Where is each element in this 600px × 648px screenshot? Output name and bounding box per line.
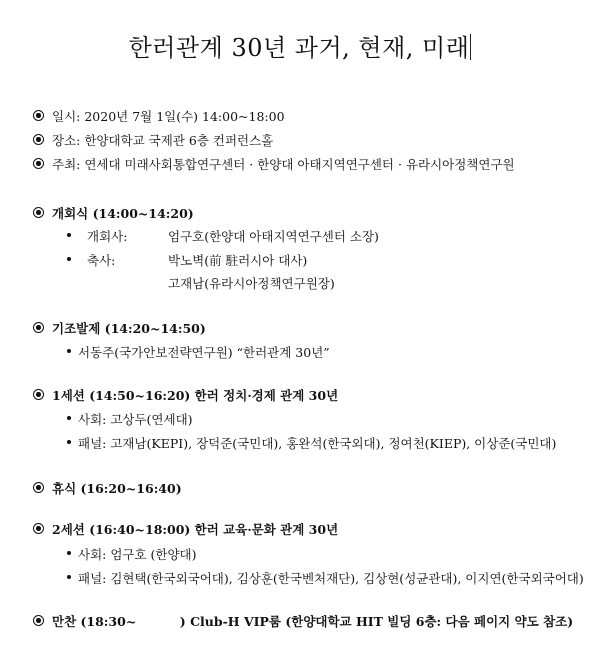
- session2-header: 2세션 (16:40~18:00) 한러 교육·문화 관계 30년: [52, 522, 339, 537]
- dot-bullet-icon: [67, 575, 71, 579]
- circle-bullet-icon: [33, 389, 44, 400]
- dot-bullet-icon: [67, 440, 71, 444]
- event-host: 주최: 연세대 미래사회통합연구센터 · 한양대 아태지역연구센터 · 유라시아정책연구원: [52, 157, 515, 172]
- dot-bullet-icon: [67, 349, 71, 353]
- circle-bullet-icon: [33, 134, 44, 145]
- opening-speech-value: 엄구호(한양대 아태지역연구센터 소장): [168, 229, 379, 244]
- text-cursor: [470, 34, 471, 60]
- circle-bullet-icon: [33, 482, 44, 493]
- opening-speech-label: 개회사:: [87, 229, 128, 244]
- opening-header: 개회식 (14:00~14:20): [52, 206, 194, 221]
- dot-bullet-icon: [67, 551, 71, 555]
- circle-bullet-icon: [33, 207, 44, 218]
- circle-bullet-icon: [33, 615, 44, 626]
- congrats-label: 축사:: [87, 253, 116, 268]
- session2-panel: 패널: 김현택(한국외국어대), 김상훈(한국벤처재단), 김상현(성균관대), 이지연(한국외국어대): [78, 571, 584, 586]
- dot-bullet-icon: [67, 233, 71, 237]
- circle-bullet-icon: [33, 523, 44, 534]
- break-header: 휴식 (16:20~16:40): [52, 481, 182, 496]
- page-title-text: 한러관계 30년 과거, 현재, 미래: [128, 34, 470, 62]
- event-venue: 장소: 한양대학교 국제관 6층 컨퍼런스홀: [52, 133, 274, 148]
- session1-header: 1세션 (14:50~16:20) 한러 정치·경제 관계 30년: [52, 388, 339, 403]
- dot-bullet-icon: [67, 416, 71, 420]
- session1-moderator: 사회: 고상두(연세대): [78, 412, 193, 427]
- dot-bullet-icon: [67, 257, 71, 261]
- congrats-value-1: 박노벽(前 駐러시아 대사): [168, 253, 308, 268]
- session1-panel: 패널: 고재남(KEPI), 장덕준(국민대), 홍완석(한국외대), 정여천(KIEP), 이상준(국민대): [78, 436, 557, 451]
- circle-bullet-icon: [33, 322, 44, 333]
- congrats-value-2: 고재남(유라시아정책연구원장): [168, 276, 335, 291]
- keynote-header: 기조발제 (14:20~14:50): [52, 321, 206, 336]
- event-date: 일시: 2020년 7월 1일(수) 14:00~18:00: [52, 109, 285, 124]
- session2-moderator: 사회: 엄구호 (한양대): [78, 547, 197, 562]
- page-title: [0, 28, 600, 63]
- dinner-header: 만찬 (18:30~ ) Club-H VIP룸 (한양대학교 HIT 빌딩 6층: 다음 페이지 약도 참조): [52, 614, 574, 629]
- circle-bullet-icon: [33, 110, 44, 121]
- keynote-item: 서동주(국가안보전략연구원) “한러관계 30년”: [78, 345, 330, 360]
- circle-bullet-icon: [33, 158, 44, 169]
